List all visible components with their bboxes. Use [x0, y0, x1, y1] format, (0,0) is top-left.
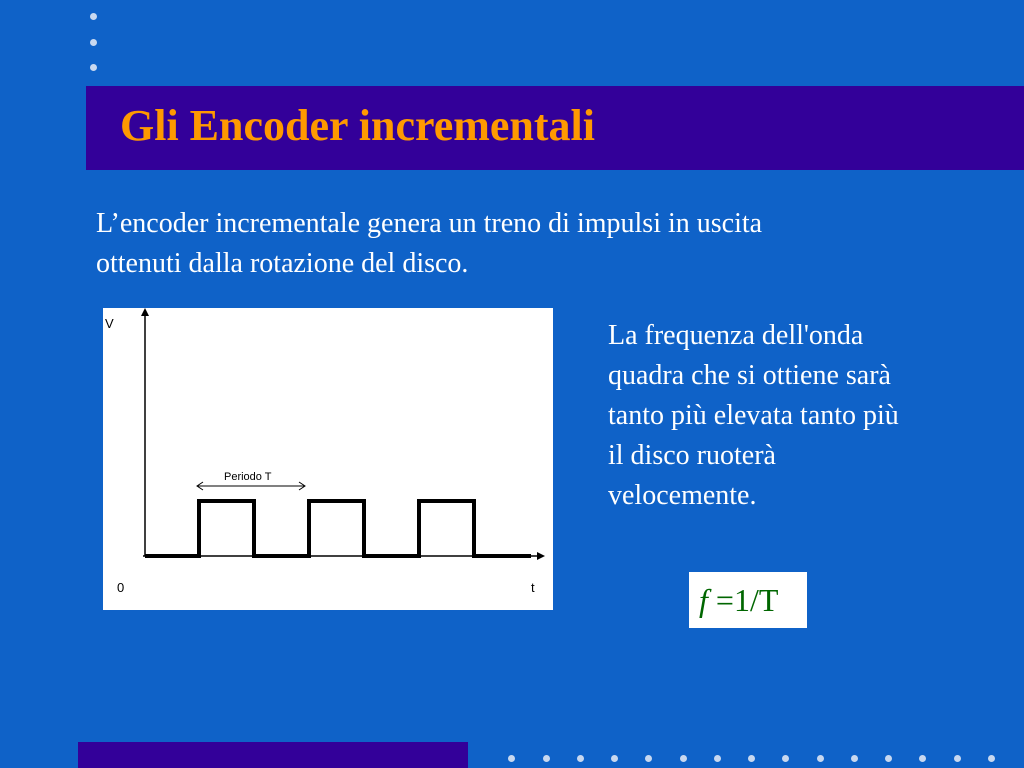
decorative-dot	[817, 755, 824, 762]
side-line: La frequenza dell'onda	[608, 320, 864, 351]
formula-symbol: f	[699, 582, 708, 618]
x-axis-arrow	[537, 552, 545, 560]
decorative-dot	[90, 39, 97, 46]
decorative-dot	[885, 755, 892, 762]
decorative-dot	[954, 755, 961, 762]
decorative-dot	[680, 755, 687, 762]
frequency-formula	[699, 582, 778, 619]
decorative-dot	[90, 64, 97, 71]
decorative-dot	[90, 13, 97, 20]
decorative-dot	[543, 755, 550, 762]
bottom-bar	[78, 742, 468, 768]
decorative-dot	[645, 755, 652, 762]
intro-line: L’encoder incrementale genera un treno di impulsi in uscita	[96, 208, 763, 239]
square-wave-figure	[103, 308, 553, 610]
y-axis-arrow	[141, 308, 149, 316]
intro-line: ottenuti dalla rotazione del disco.	[96, 248, 469, 279]
decorative-dot	[748, 755, 755, 762]
x-axis-label: t	[531, 580, 535, 595]
decorative-dot	[611, 755, 618, 762]
decorative-dot	[919, 755, 926, 762]
decorative-dot	[714, 755, 721, 762]
period-label: Periodo T	[224, 471, 272, 483]
decorative-dot	[988, 755, 995, 762]
decorative-dot	[577, 755, 584, 762]
side-line: tanto più elevata tanto più	[608, 400, 899, 431]
slide-title: Gli Encoder incrementali	[120, 101, 595, 150]
origin-label: 0	[117, 580, 125, 595]
side-line: velocemente.	[608, 480, 757, 511]
side-line: quadra che si ottiene sarà	[608, 360, 891, 391]
square-wave	[145, 501, 531, 556]
side-text	[608, 316, 988, 516]
decorative-dot	[782, 755, 789, 762]
formula-box	[689, 572, 807, 628]
square-wave-diagram	[103, 308, 553, 610]
y-axis-label: V	[105, 316, 114, 331]
intro-text	[96, 204, 956, 284]
side-line: il disco ruoterà	[608, 440, 776, 471]
decorative-dot	[508, 755, 515, 762]
decorative-dot	[851, 755, 858, 762]
formula-rest: =1/T	[707, 582, 779, 618]
